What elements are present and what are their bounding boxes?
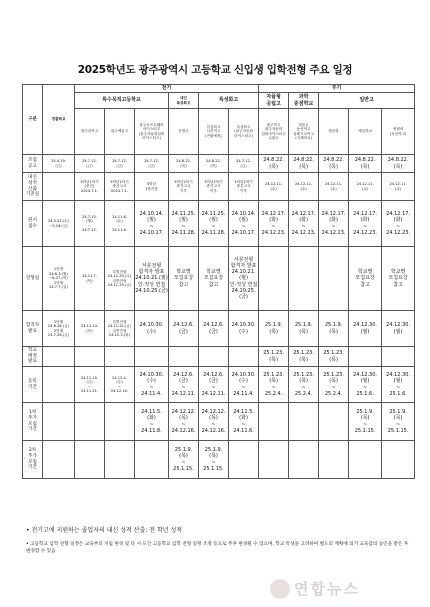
table-cell: 24.10.14. (월) ~ 24.10.17.	[229, 201, 259, 247]
table-cell	[43, 173, 75, 201]
table-cell: 학교별 모집요강 참고	[169, 247, 199, 311]
table-cell	[382, 441, 415, 479]
table-row	[23, 311, 415, 347]
table-cell	[229, 347, 259, 367]
header-late: 후기	[259, 85, 415, 93]
header-gubun: 구분	[23, 85, 43, 155]
header-early: 전기	[75, 85, 259, 93]
header-gyeonghwa: 경찰학교	[43, 85, 75, 155]
table-cell: 25.1.9. (목) ~ 25.1.15.	[169, 441, 199, 479]
table-cell	[289, 441, 319, 479]
header-teukseong: 특성화고	[199, 93, 259, 109]
table-cell: 24.10.30. (수) ~ 24.11.4.	[229, 367, 259, 403]
table-cell: 24.5.22.(수) ~5.24.(금)	[43, 201, 75, 247]
row-label: 모집 공고	[23, 155, 43, 173]
table-cell: 24.12.30. (월)	[349, 311, 382, 347]
table-row	[23, 347, 415, 367]
row-label: 합격자 발표	[23, 311, 43, 347]
table-cell	[43, 347, 75, 367]
table-cell: 24.12.12. (목) ~ 24.12.16.	[199, 403, 229, 441]
table-cell: 24.8.22. (목)	[289, 155, 319, 173]
table-cell: 25.1.23. (목)	[289, 347, 319, 367]
header-teuksu: 특수목적고등학교	[75, 93, 169, 109]
note-2: • 고등학교 입학 전형 일정은 교육부의 지침 변경 및 타 시·도간 고등학교 입학 전형 일정 조정 등으로 추후 변경될 수 있으며, 학교 특성을 고려하여 별도의 계획에 의거 교육감의 승인을 받은 후 변경할 수 있음	[26, 541, 409, 554]
table-cell: 24.11.7. (목)	[75, 247, 105, 311]
row-label: 내신 성적 산출 기준일	[23, 173, 43, 201]
table-cell	[259, 247, 289, 311]
table-cell	[43, 367, 75, 403]
row-label: 2차 추가 모집 기간	[23, 441, 43, 479]
header-dongmyeong: 동명고	[169, 109, 199, 155]
table-cell: 24.11.6. (수) ~ 24.11.8.	[105, 201, 135, 247]
table-cell	[289, 403, 319, 441]
table-cell: 24.12.30. (월)	[382, 311, 415, 347]
table-cell: 25.1.9. (목) ~ 25.1.15.	[199, 441, 229, 479]
table-cell: 24.12.12. (목) ~ 24.12.16.	[169, 403, 199, 441]
table-cell: 24.8.22. (목)	[382, 155, 415, 173]
table-cell: 3학년2학기 중간고사 이후	[169, 173, 199, 201]
notes	[26, 526, 414, 555]
table-cell: 25.1.23. (목) ~ 25.2.4.	[319, 367, 349, 403]
table-cell: 24.7.12. (금)	[135, 155, 169, 173]
table-cell: 24.8.22. (목)	[199, 155, 229, 173]
table-row	[23, 173, 415, 201]
row-label: 등록 기간	[23, 367, 43, 403]
table-cell	[229, 441, 259, 479]
table-cell: 24.12.11. (수)	[382, 173, 415, 201]
table-cell	[135, 347, 169, 367]
table-cell: 24.7.12. (금)	[229, 155, 259, 173]
table-cell: 3학년2학기 중간고사 이후	[229, 173, 259, 201]
table-cell: 24.10.30. (수)	[229, 311, 259, 347]
header-gwangju-gwahak: 광주과학고	[75, 109, 105, 155]
table-cell: 24.7.12. (금)	[105, 155, 135, 173]
table-cell: 서류전형 합격자 발표 24.10.21.(월) 인·적성 면접 24.10.25.(금)	[229, 247, 259, 311]
schedule-table	[22, 84, 415, 479]
table-cell: 25.1.23. (목) ~ 25.2.4.	[259, 367, 289, 403]
table-cell: 24.12.17. (화) ~ 24.12.23.	[382, 201, 415, 247]
table-cell: 1단계 24.6.28.(금) 2단계 24.7.26.(금)	[43, 311, 75, 347]
table-cell	[259, 403, 289, 441]
table-row	[23, 441, 415, 479]
table-cell	[75, 403, 105, 441]
table-cell: 24.11.5. (화) ~ 24.11.8.	[135, 403, 169, 441]
header-daein: 대인 특성화고	[169, 93, 199, 109]
header-teukseong-seo: 특성화고 서진여고 (전환예정)	[199, 109, 229, 155]
table-cell: 24.11.25. (월) ~ 24.11.28.	[199, 201, 229, 247]
table-cell	[75, 441, 105, 479]
table-cell	[135, 441, 169, 479]
table-cell	[43, 403, 75, 441]
table-cell	[319, 403, 349, 441]
header-gwangju-ye: 광주예술고	[105, 109, 135, 155]
table-cell: 24.12.6. (금) ~ 24.12.11.	[169, 367, 199, 403]
table-cell: 24.7.15. (월) ~ 24.7.17.	[75, 201, 105, 247]
table-cell	[289, 247, 319, 311]
table-cell: 1단계 24.6.3.(월) ~6.27.(목) 2단계 24.7.7.(일)	[43, 247, 75, 311]
table-cell	[105, 403, 135, 441]
table-cell: 24.10.14. (월) ~ 24.10.17.	[135, 201, 169, 247]
table-cell: 24.8.22. (목)	[169, 155, 199, 173]
table-cell	[199, 347, 229, 367]
table-cell	[349, 347, 382, 367]
table-cell: 24.8.22. (목)	[349, 155, 382, 173]
table-cell: 24.12.11. (수)	[289, 173, 319, 201]
table-cell: 24.12.17. (화) ~ 24.12.23.	[349, 201, 382, 247]
table-cell	[382, 347, 415, 367]
table-cell: 3학년 1학기말	[135, 173, 169, 201]
page-title: 2025학년도 광주광역시 고등학교 신입생 입학전형 주요 일정	[77, 64, 353, 76]
table-cell	[349, 441, 382, 479]
table-cell: 3학년2학기 중간고사 이후	[199, 173, 229, 201]
yonhap-logo-icon	[270, 579, 290, 599]
table-cell: 서류전형 합격자 발표 24.10.21.(월) 인·적성 면접 24.10.25.(금)	[135, 247, 169, 311]
table-cell	[105, 441, 135, 479]
table-cell: 3학년1학기 중간고사 2024.7.1.	[105, 173, 135, 201]
table-cell: 24.11.14. (목)	[75, 311, 105, 347]
table-cell: 24.12.11. (수)	[349, 173, 382, 201]
row-label: 1차 추가 모집 기간	[23, 403, 43, 441]
watermark	[270, 578, 360, 599]
table-cell: 24.12.30. (월) ~ 25.1.6.	[349, 367, 382, 403]
table-cell: 25.1.9. (목) ~ 25.1.15.	[349, 403, 382, 441]
table-cell: 24.12.6. (금)	[169, 311, 199, 347]
table-cell	[43, 441, 75, 479]
header-sol: 광주소프트웨어 마이스터고 (광주자동화설비 마이스터고)	[135, 109, 169, 155]
row-label: 전형일	[23, 247, 43, 311]
table-cell	[169, 347, 199, 367]
table-cell: 25.1.9. (목)	[319, 311, 349, 347]
table-cell: 24.12.17. (화) ~ 24.12.23.	[289, 201, 319, 247]
table-cell: 25.1.23. (목) ~ 25.2.4.	[289, 367, 319, 403]
table-cell: 24.11.15. (금) ~ 24.11.21.	[75, 367, 105, 403]
header-teukseong-gong: 특성화고 (광주자동화 마이스터고)	[229, 109, 259, 155]
table-cell: 24.12.11. (수)	[259, 173, 289, 201]
table-row	[23, 247, 415, 311]
header-ilban: 일반고	[319, 93, 415, 109]
header-jayul-detail: 광주여고 광주자동화 설비마이스터고 수완고	[259, 109, 289, 155]
table-cell: 24.12.4. (수) ~ 24.12.10.	[105, 367, 135, 403]
table-cell: 학교별 모집요강 참고	[382, 247, 415, 311]
table-row	[23, 367, 415, 403]
table-cell	[105, 347, 135, 367]
table-cell: 24.11.25. (월) ~ 24.11.28.	[169, 201, 199, 247]
table-cell: 24.12.6. (금) ~ 24.12.11.	[199, 367, 229, 403]
table-cell: 25.1.23. (목)	[319, 347, 349, 367]
table-row	[23, 201, 415, 247]
table-cell: 24.11.5. (화) ~ 24.11.6.	[229, 403, 259, 441]
table-cell: 24.4.19. (금)	[43, 155, 75, 173]
table-cell: 특별전형 24.11.22.(금) 일반전형 24.12.3.(화)	[105, 311, 135, 347]
header-jaeil: 재일학교	[349, 109, 382, 155]
row-label: 원서 접수	[23, 201, 43, 247]
table-cell: 3학년1학기 (중간) 2024.7.1.	[75, 173, 105, 201]
note-1: • 전기고에 지원하는 졸업자의 내신 성적 산출: 전 학년 성적	[26, 527, 183, 534]
table-cell: 24.12.17. (화) ~ 24.12.23.	[319, 201, 349, 247]
table-cell	[319, 441, 349, 479]
header-jayul: 자율형 공립고	[259, 93, 289, 109]
table-cell: 25.1.9. (목) ~ 25.1.15.	[382, 403, 415, 441]
table-cell	[319, 247, 349, 311]
table-cell	[75, 347, 105, 367]
table-cell: 24.12.11. (수)	[319, 173, 349, 201]
table-cell: 학교별 모집요강 참고	[199, 247, 229, 311]
table-cell: 24.12.30. (월) ~ 25.1.6.	[382, 367, 415, 403]
table-cell: 24.12.17. (화) ~ 24.12.23.	[259, 201, 289, 247]
row-label: 학교 배정 발표	[23, 347, 43, 367]
table-cell: 24.7.12. (금)	[75, 155, 105, 173]
header-bipyeong: 정원외 (서진여고)	[382, 109, 415, 155]
header-pyeongjun: 평준화	[319, 109, 349, 155]
table-cell: 25.1.9. (목)	[289, 311, 319, 347]
watermark-text: 연합뉴스	[294, 580, 360, 598]
table-row	[23, 155, 415, 173]
table-cell: 24.10.30. (수) ~ 24.11.4.	[135, 367, 169, 403]
table-cell: 24.8.22. (목)	[319, 155, 349, 173]
table-cell: 24.8.22. (목)	[259, 155, 289, 173]
table-cell	[259, 441, 289, 479]
table-cell: 25.1.9. (목)	[259, 311, 289, 347]
header-gwahak: 과학 중점학교	[289, 93, 319, 109]
table-cell: 특별전형 24.11.20.(수) 일반전형 24.11.29.(금)	[105, 247, 135, 311]
table-cell: 24.10.30. (수)	[135, 311, 169, 347]
table-row	[23, 403, 415, 441]
table-cell: 학교별 모집요강 참고	[349, 247, 382, 311]
table-cell: 25.1.23. (목)	[259, 347, 289, 367]
table-cell: 24.12.6. (금)	[199, 311, 229, 347]
header-gwahak-detail: 대동고 동신여고 살레시오여고 (국제학교)	[289, 109, 319, 155]
